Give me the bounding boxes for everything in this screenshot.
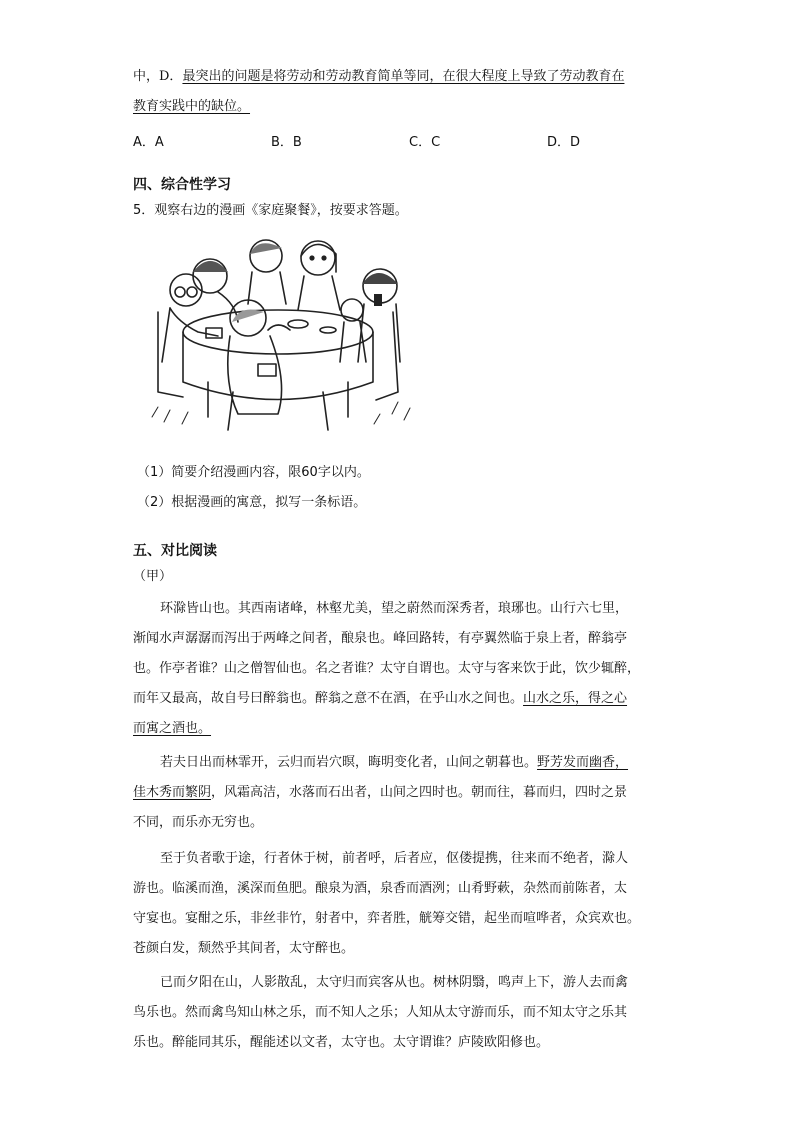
passage-p3-line-3: 守宴也。宴酣之乐，非丝非竹，射者中，弈者胜，觥筹交错，起坐而喧哗者，众宾欢也。 <box>133 911 641 926</box>
option-d[interactable]: D．D <box>547 135 581 150</box>
question-5-prompt: 5．观察右边的漫画《家庭聚餐》，按要求答题。 <box>133 203 408 218</box>
q4-text-line-1 <box>133 68 624 86</box>
passage-p1-line-2: 渐闻水声潺潺而泻出于两峰之间者，酿泉也。峰回路转，有亭翼然临于泉上者，醉翁亭 <box>133 631 628 646</box>
section-5-heading: 五、对比阅读 <box>133 543 217 559</box>
passage-p2-line-1 <box>160 754 628 772</box>
passage-p1-line-4 <box>133 690 627 708</box>
passage-p2-line-2 <box>133 784 627 802</box>
section-4-heading: 四、综合性学习 <box>133 177 231 193</box>
underlined-sentence-2b: 佳木秀而繁阴 <box>133 785 212 800</box>
passage-p4-line-1: 已而夕阳在山，人影散乱，太守归而宾客从也。树林阴翳，鸣声上下，游人去而禽 <box>160 975 629 990</box>
passage-p1-line-1: 环滁皆山也。其西南诸峰，林壑尤美，望之蔚然而深秀者，琅琊也。山行六七里， <box>160 601 629 616</box>
q4-line1-prefix: 中，D． <box>133 69 183 84</box>
passage-p3-line-1: 至于负者歌于途，行者休于树，前者呼，后者应，伛偻提携，往来而不绝者，滁人 <box>160 851 629 866</box>
option-a[interactable]: A．A <box>133 135 164 150</box>
underlined-sentence-2a: 野芳发而幽香， <box>537 755 629 770</box>
sub-question-1: （1）简要介绍漫画内容，限60字以内。 <box>137 465 370 480</box>
passage-p3-line-4: 苍颜白发，颓然乎其间者，太守醉也。 <box>133 941 355 956</box>
sub-question-2: （2）根据漫画的寓意，拟写一条标语。 <box>137 495 367 510</box>
passage-p4-line-2: 鸟乐也。然而禽鸟知山林之乐，而不知人之乐；人知从太守游而乐，而不知太守之乐其 <box>133 1005 628 1020</box>
passage-p2-line-1-text: 若夫日出而林霏开，云归而岩穴暝，晦明变化者，山间之朝暮也。 <box>160 755 538 770</box>
passage-p2-line-2-text: ，风霜高洁，水落而石出者，山间之四时也。朝而往，暮而归，四时之景 <box>211 785 628 800</box>
passage-p2-line-3: 不同，而乐亦无穷也。 <box>133 815 264 830</box>
passage-p1-line-4-text: 而年又最高，故自号曰醉翁也。醉翁之意不在酒，在乎山水之间也。 <box>133 691 524 706</box>
passage-label-jia: （甲） <box>133 569 173 584</box>
q4-underlined-text: 最突出的问题是将劳动和劳动教育简单等同，在很大程度上导致了劳动教育在 <box>182 69 625 84</box>
passage-p3-line-2: 游也。临溪而渔，溪深而鱼肥。酿泉为酒，泉香而酒洌；山肴野蔌，杂然而前陈者，太 <box>133 881 628 896</box>
family-dinner-cartoon <box>148 232 416 432</box>
passage-p4-line-3: 乐也。醉能同其乐，醒能述以文者，太守也。太守谓谁？庐陵欧阳修也。 <box>133 1035 550 1050</box>
q4-text-line-2: 教育实践中的缺位。 <box>133 99 251 114</box>
underlined-sentence-1a: 山水之乐，得之心 <box>523 691 628 706</box>
underlined-sentence-1b: 而寓之酒也。 <box>133 721 212 736</box>
passage-p1-line-3: 也。作亭者谁？山之僧智仙也。名之者谁？太守自谓也。太守与客来饮于此，饮少辄醉， <box>133 661 641 676</box>
option-c[interactable]: C．C <box>409 135 441 150</box>
option-b[interactable]: B．B <box>271 135 302 150</box>
